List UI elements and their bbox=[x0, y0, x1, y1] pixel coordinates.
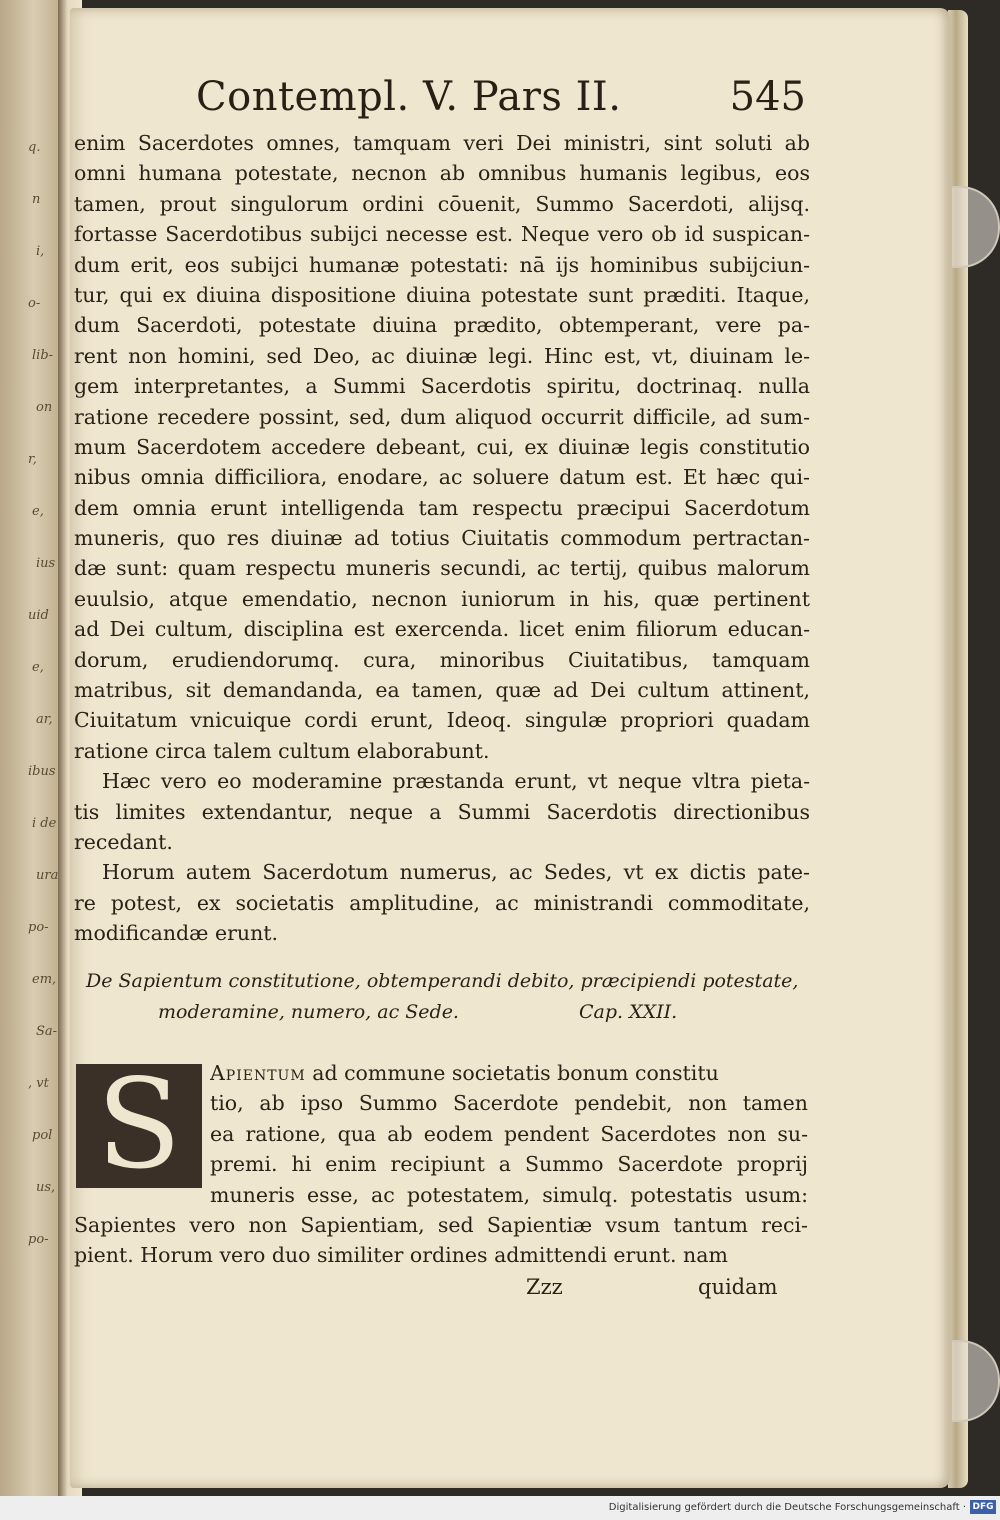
chapter-heading-subjects: moderamine, numero, ac Sede. bbox=[158, 1001, 459, 1023]
previous-page-text-fragment: o- bbox=[28, 296, 41, 311]
bookmark-tab-upper bbox=[952, 186, 1000, 268]
text-line: ratione recedere possint, sed, dum aliquod occurrit difficile, ad sum- bbox=[74, 404, 810, 429]
previous-page-text-fragment: us, bbox=[36, 1180, 56, 1195]
paragraph-sapientum bbox=[210, 1058, 808, 1210]
previous-page-text-fragment: e, bbox=[32, 504, 44, 519]
text-line: Horum autem Sacerdotum numerus, ac Sedes, vt ex dictis pate- bbox=[102, 860, 810, 885]
running-title: Contempl. V. Pars II. bbox=[196, 74, 622, 120]
initial-letter: S bbox=[96, 1053, 182, 1197]
text-line: recedant. bbox=[74, 829, 173, 854]
signature-mark: Zzz bbox=[526, 1275, 563, 1299]
text-line: mum Sacerdotem accedere debeant, cui, ex diuinæ legis constitutio bbox=[74, 434, 810, 459]
text-line: ad Dei cultum, disciplina est exercenda. licet enim filiorum educan- bbox=[74, 617, 810, 642]
previous-page-edge bbox=[0, 0, 62, 1496]
text-line: dem omnia erunt intelligenda tam respectu præcipui Sacerdotum bbox=[74, 495, 810, 520]
previous-page-text-fragment: Sa- bbox=[36, 1024, 58, 1039]
chapter-heading-line-1: De Sapientum constitutione, obtemperandi debito, præcipiendi potestate, bbox=[86, 970, 799, 992]
paragraph-moderamine bbox=[74, 766, 810, 857]
text-line: Sapientes vero non Sapientiam, sed Sapientiæ vsum tantum reci- bbox=[74, 1213, 808, 1237]
previous-page-text-fragment: q. bbox=[28, 140, 41, 155]
running-header bbox=[196, 74, 806, 134]
chapter-number: Cap. XXII. bbox=[578, 1001, 678, 1023]
catchword: quidam bbox=[698, 1275, 778, 1299]
previous-page-text-fragment: lib- bbox=[32, 348, 54, 363]
text-line: dorum, erudiendorumq. cura, minoribus Ciuitatibus, tamquam bbox=[74, 647, 810, 672]
text-line: tur, qui ex diuina dispositione diuina potestate sunt præditi. Itaque, bbox=[74, 282, 810, 307]
digitization-credit: Digitalisierung gefördert durch die Deutsche Forschungsgemeinschaft · bbox=[608, 1502, 966, 1513]
text-line: Hæc vero eo moderamine præstanda erunt, vt neque vltra pieta- bbox=[102, 769, 810, 794]
previous-page-text-fragment: ibus bbox=[28, 764, 56, 779]
text-line: dæ sunt: quam respectu muneris secundi, ac tertij, quibus malorum bbox=[74, 556, 810, 581]
text-line: rent non homini, sed Deo, ac diuinæ legi. Hinc est, vt, diuinam le- bbox=[74, 343, 810, 368]
chapter-heading-line-2 bbox=[86, 997, 806, 1028]
previous-page-text-fragment: em, bbox=[32, 972, 57, 987]
text-line: matribus, sit demandanda, ea tamen, quæ ad Dei cultum attinent, bbox=[74, 678, 810, 703]
previous-page-text-fragment: e, bbox=[32, 660, 44, 675]
previous-page-text-fragment: , vt bbox=[28, 1076, 49, 1091]
text-line: tio, ab ipso Summo Sacerdote pendebit, non tamen bbox=[210, 1091, 808, 1116]
text-line: tis limites extendantur, neque a Summi Sacerdotis directionibus bbox=[74, 799, 810, 824]
text-line: modificandæ erunt. bbox=[74, 921, 279, 946]
previous-page-text-fragment: po- bbox=[28, 920, 49, 935]
previous-page-text-fragment: pol bbox=[32, 1128, 53, 1143]
bookmark-tab-lower bbox=[952, 1340, 1000, 1422]
text-line: Ciuitatum vnicuique cordi erunt, Ideoq. singulæ propriori quadam bbox=[74, 708, 810, 733]
text-line: premi. hi enim recipiunt a Summo Sacerdote proprij bbox=[210, 1152, 808, 1177]
text-line: omni humana potestate, necnon ab omnibus humanis legibus, eos bbox=[74, 161, 810, 186]
paragraph-sapientes bbox=[74, 1210, 808, 1271]
text-line: enim Sacerdotes omnes, tamquam veri Dei ministri, sint soluti ab bbox=[74, 131, 810, 155]
main-text bbox=[74, 128, 810, 949]
previous-page-text-fragment: i de bbox=[32, 816, 57, 831]
text-line: fortasse Sacerdotibus subijci necesse est. Neque vero ob id suspican- bbox=[74, 222, 810, 247]
text-line: dum Sacerdoti, potestate diuina prædito, obtemperant, vere pa- bbox=[74, 313, 810, 338]
text-line: euulsio, atque emendatio, necnon iuniorum in his, quæ pertinent bbox=[74, 586, 810, 611]
text-line: pient. Horum vero duo similiter ordines admittendi erunt. nam bbox=[74, 1243, 728, 1268]
text-line: gem interpretantes, a Summi Sacerdotis spiritu, doctrinaq. nulla bbox=[74, 374, 810, 399]
previous-page-text-fragment: r, bbox=[28, 452, 37, 467]
chapter-heading bbox=[86, 966, 806, 1028]
previous-page-text-fragment: ura bbox=[36, 868, 59, 883]
text-line: muneris esse, ac potestatem, simulq. potestatis usum: bbox=[210, 1182, 808, 1207]
text-line bbox=[210, 1058, 808, 1088]
decorated-initial bbox=[76, 1053, 202, 1197]
page-number: 545 bbox=[729, 74, 806, 120]
paragraph-sacerdotes bbox=[74, 128, 810, 766]
text-line: nibus omnia difficiliora, enodare, ac soluere datum est. Et hæc qui- bbox=[74, 465, 810, 490]
text-line: ratione circa talem cultum elaborabunt. bbox=[74, 738, 490, 763]
opening-word: Apientum bbox=[210, 1061, 306, 1085]
text-line-rest: ad commune societatis bonum constitu bbox=[305, 1061, 719, 1085]
text-line: re potest, ex societatis amplitudine, ac ministrandi commoditate, bbox=[74, 890, 810, 915]
previous-page-text-fragment: on bbox=[36, 400, 53, 415]
text-line: tamen, prout singulorum ordini cōuenit, Summo Sacerdoti, alijsq. bbox=[74, 191, 810, 216]
text-line: dum erit, eos subijci humanæ potestati: nā ijs hominibus subijciun- bbox=[74, 252, 810, 277]
previous-page-text-fragment: ius bbox=[36, 556, 56, 571]
dfg-logo: DFG bbox=[970, 1500, 996, 1514]
previous-page-text-fragment: uid bbox=[28, 608, 49, 623]
paragraph-numerus bbox=[74, 857, 810, 948]
previous-page-text-fragment: po- bbox=[28, 1232, 49, 1247]
text-line: ea ratione, qua ab eodem pendent Sacerdotes non su- bbox=[210, 1121, 808, 1146]
previous-page-text-fragment: i, bbox=[36, 244, 45, 259]
previous-page-text-fragment: n bbox=[32, 192, 41, 207]
previous-page-text-fragment: ar, bbox=[36, 712, 53, 727]
text-line: muneris, quo res diuinæ ad totius Ciuitatis commodum pertractan- bbox=[74, 526, 810, 551]
